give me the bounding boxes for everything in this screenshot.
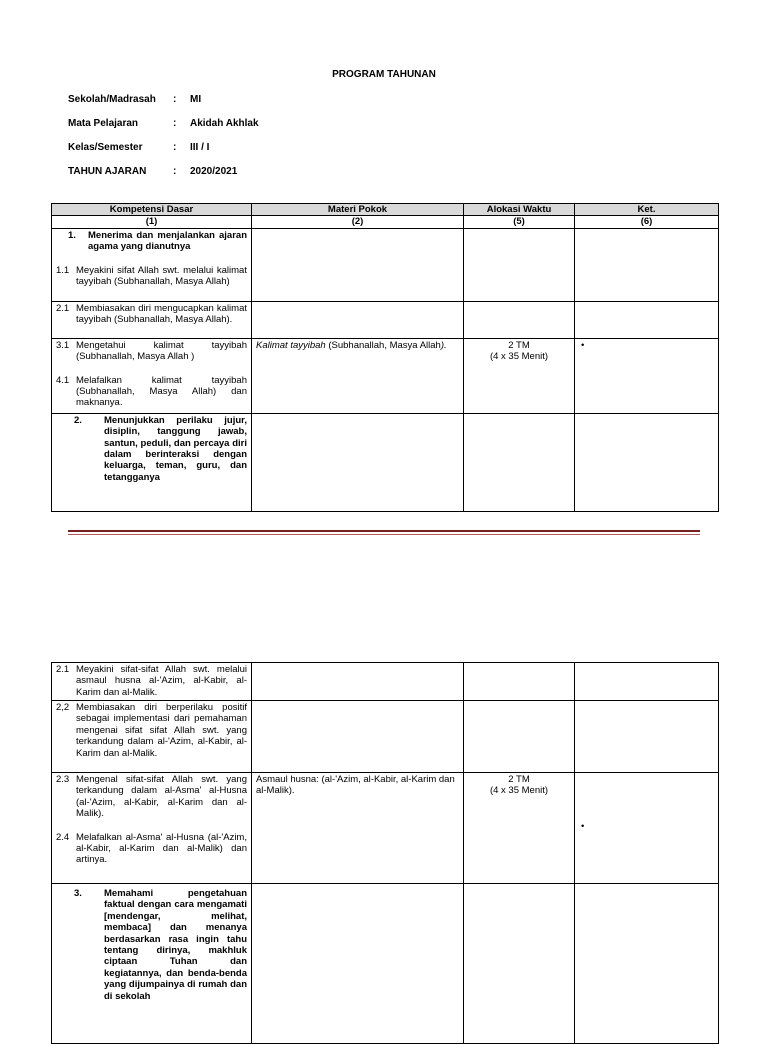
meta-value: III / I [190,142,210,153]
table-row [52,773,719,884]
item-number: 2.4 [56,831,70,843]
table-subheader-row [52,216,719,228]
item-number: 3.1 [56,339,70,351]
bullet-point: • [581,339,585,351]
table-row [52,663,719,701]
alokasi-menit: (4 x 35 Menit) [489,785,549,797]
ket-cell [575,338,719,413]
alokasi-tm: 2 TM [508,339,530,351]
meta-colon: : [173,166,177,177]
program-table-1 [51,203,719,512]
alokasi-cell [464,663,575,701]
subheader-cell: (6) [575,216,719,228]
item-number: 2.1 [56,302,70,314]
materi-text: Asmaul husna: (al-'Azim, al-Kabir, al-Karim dan al-Malik). [256,774,455,797]
list-item [56,375,247,409]
item-text: Melafalkan kalimat tayyibah (Subhanallah, Masya Allah) dan maknanya. [76,374,247,409]
materi-cell [252,701,464,773]
alokasi-cell [464,338,575,413]
materi-cell [252,301,464,338]
meta-label: TAHUN AJARAN [68,166,147,177]
subheader-cell: (5) [464,216,575,228]
kd-cell [52,228,252,301]
list-item [56,265,247,288]
ket-cell [575,228,719,301]
ket-cell [575,773,719,884]
list-item [56,230,247,253]
list-item [56,340,247,363]
page-divider [68,530,700,535]
header-kompetensi: Kompetensi Dasar [52,204,252,216]
item-number: 1.1 [56,264,70,276]
table-header-row [52,204,719,216]
kd-cell [52,413,252,511]
header-alokasi: Alokasi Waktu [464,204,575,216]
list-item [56,774,247,820]
meta-value: 2020/2021 [190,166,238,177]
ket-cell [575,884,719,1044]
program-table-2 [51,662,719,1044]
alokasi-cell [464,413,575,511]
item-text: Melafalkan al-Asma' al-Husna (al-'Azim, al-Kabir, al-Karim dan al-Malik) dan artinya. [76,831,247,866]
kd-cell [52,701,252,773]
table-row [52,701,719,773]
materi-text: (Subhanallah, Masya Allah [328,339,441,351]
list-item [56,702,247,759]
table-row [52,413,719,511]
materi-cell [252,663,464,701]
item-text: Menunjukkan perilaku jujur, disiplin, tanggung jawab, santun, peduli, dan percaya diri dalam berinteraksi dengan keluarga, teman, guru, dan tetangganya [104,414,247,483]
ket-cell [575,701,719,773]
alokasi-tm: 2 TM [508,774,530,785]
item-text: Meyakini sifat-sifat Allah swt. melalui asmaul husna al-'Azim, al-Kabir, al-Karim dan al-Malik. [76,664,247,698]
subheader-cell: (2) [252,216,464,228]
materi-cell [252,228,464,301]
item-number: 2. [74,414,82,426]
table-row [52,228,719,301]
item-text: Meyakini sifat Allah swt. melalui kalimat tayyibah (Subhanallah, Masya Allah) [76,264,247,288]
item-number: 2.1 [56,664,70,675]
item-number: 1. [68,229,76,241]
item-number: 4.1 [56,374,70,386]
item-number: 3. [74,888,82,899]
page-title: PROGRAM TAHUNAN [332,69,436,80]
kd-cell [52,663,252,701]
alokasi-menit: (4 x 35 Menit) [489,351,549,363]
alokasi-cell [464,228,575,301]
list-item [56,303,247,326]
item-number: 2,2 [56,702,70,713]
list-item [56,885,247,1002]
materi-cell [252,338,464,413]
item-text: Membiasakan diri berperilaku positif sebagai implementasi dari pemahaman mengenai sifat sifat Allah swt. yang terkandung dalam al-'Azim, al-Kabir, al-Karim dan al-Malik. [76,702,247,759]
subheader-cell: (1) [52,216,252,228]
ket-cell [575,413,719,511]
item-text: Mengenal sifat-sifat Allah swt. yang terkandung dalam al-Asma' al-Husna (al-'Azim, al-Kabir, al-Karim dan al-Malik). [76,774,247,820]
table-row [52,301,719,338]
table-row [52,338,719,413]
materi-italic: Kalimat tayyibah [256,339,329,351]
item-text: Memahami pengetahuan faktual dengan cara mengamati [mendengar, melihat, membaca] dan menanya berdasarkan rasa ingin tahu tentang dirinya, makhluk ciptaan Tuhan dan kegiatannya, dan benda-benda yang dijumpainya di rumah dan di sekolah [104,888,247,1002]
meta-colon: : [173,94,177,105]
materi-cell [252,884,464,1044]
meta-label: Mata Pelajaran [68,118,139,129]
ket-cell [575,663,719,701]
meta-colon: : [173,118,177,129]
item-text: Menerima dan menjalankan ajaran agama yang dianutnya [88,229,247,253]
materi-cell [252,773,464,884]
kd-cell [52,301,252,338]
meta-label: Sekolah/Madrasah [68,94,156,105]
meta-value: Akidah Akhlak [190,118,259,129]
list-item [56,664,247,698]
alokasi-cell [464,884,575,1044]
kd-cell [52,773,252,884]
divider-line-bottom [68,534,700,535]
materi-end: ). [440,339,447,351]
item-number: 2.3 [56,774,70,785]
list-item [56,415,247,483]
meta-label: Kelas/Semester [68,142,143,153]
table-row [52,884,719,1044]
ket-cell [575,301,719,338]
bullet-point: • [581,821,585,832]
alokasi-cell [464,701,575,773]
materi-cell [252,413,464,511]
item-text: Membiasakan diri mengucapkan kalimat tayyibah (Subhanallah, Masya Allah). [76,302,247,326]
item-text: Mengetahui kalimat tayyibah (Subhanallah, Masya Allah ) [76,339,247,363]
meta-colon: : [173,142,177,153]
kd-cell [52,338,252,413]
alokasi-cell [464,773,575,884]
alokasi-cell [464,301,575,338]
list-item [56,832,247,866]
header-materi: Materi Pokok [252,204,464,216]
kd-cell [52,884,252,1044]
header-ket: Ket. [575,204,719,216]
meta-value: MI [190,94,202,105]
